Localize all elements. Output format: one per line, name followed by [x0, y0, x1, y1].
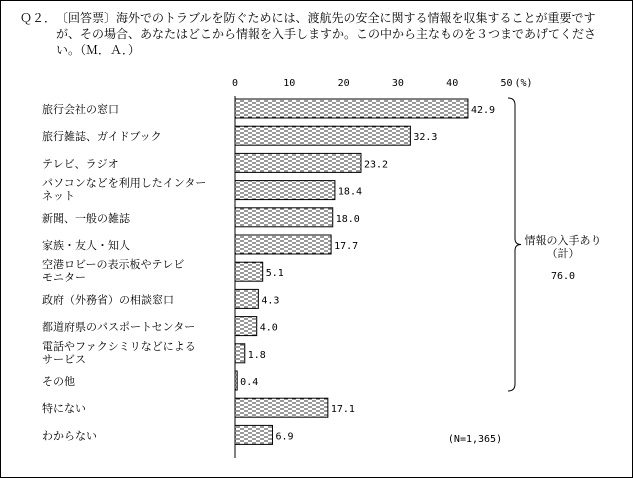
- category-label: 特にない: [42, 402, 86, 416]
- category-label: 電話やファクシミリなどによるサービス: [42, 339, 196, 366]
- bar: [235, 153, 361, 172]
- value-label: 18.0: [335, 213, 360, 225]
- bar: [235, 126, 410, 145]
- bracket-value: 76.0: [550, 271, 576, 282]
- value-label: 6.9: [275, 431, 294, 443]
- bar: [235, 289, 258, 308]
- value-label: 32.3: [413, 132, 438, 144]
- bar: [235, 317, 257, 336]
- bar: [235, 208, 333, 227]
- bar: [235, 262, 263, 281]
- x-tick-label: 40: [446, 78, 459, 89]
- x-tick-label: 10: [283, 78, 296, 89]
- bar: [235, 235, 331, 254]
- bar: [235, 99, 468, 118]
- value-label: 23.2: [363, 159, 389, 171]
- bar: [235, 371, 237, 390]
- category-label: わからない: [42, 429, 97, 443]
- category-label: その他: [42, 375, 75, 388]
- category-label: 家族・友人・知人: [42, 239, 130, 252]
- value-label: 17.1: [330, 404, 355, 416]
- value-label: 18.4: [337, 186, 363, 198]
- bar: [235, 425, 272, 444]
- value-label: 0.4: [240, 377, 259, 388]
- bracket-label: 情報の入手あり（計）: [524, 234, 602, 260]
- value-label: 5.1: [265, 268, 284, 280]
- question-body: 〔回答票〕海外でのトラブルを防ぐためには、渡航先の安全に関する情報を収集することが重要ですが、その場合、あなたはどこから情報を入手しますか。この中から主なものを３つまであげてください。（Ｍ．Ａ．）: [56, 11, 597, 57]
- category-label: 都道府県のパスポートセンター: [42, 320, 196, 334]
- value-label: 42.9: [470, 105, 496, 116]
- category-label: 政府（外務省）の相談窓口: [42, 293, 174, 307]
- value-label: 4.0: [259, 322, 278, 334]
- x-axis-unit: (%): [514, 78, 533, 89]
- category-label: 旅行会社の窓口: [42, 103, 119, 116]
- category-label: 空港ロビーの表示板やテレビモニター: [42, 258, 185, 285]
- x-tick-label: 50: [500, 78, 513, 89]
- x-tick-label: 20: [337, 78, 350, 89]
- question-label: Ｑ２．: [20, 11, 57, 25]
- x-tick-label: 30: [391, 78, 404, 89]
- category-label: パソコンなどを利用したインターネット: [42, 176, 207, 203]
- value-label: 1.8: [247, 349, 266, 361]
- bracket-line: [508, 98, 521, 391]
- value-label: 4.3: [261, 295, 280, 307]
- bar: [235, 344, 245, 363]
- category-label: テレビ、ラジオ: [42, 157, 119, 171]
- bar: [235, 398, 328, 417]
- bar: [235, 181, 335, 200]
- category-label: 新聞、一般の雑誌: [42, 211, 130, 225]
- value-label: 17.7: [334, 241, 359, 252]
- category-label: 旅行雑誌、ガイドブック: [42, 130, 162, 144]
- sample-size-note: (N=1,365): [447, 434, 503, 445]
- x-tick-label: 0: [231, 78, 239, 89]
